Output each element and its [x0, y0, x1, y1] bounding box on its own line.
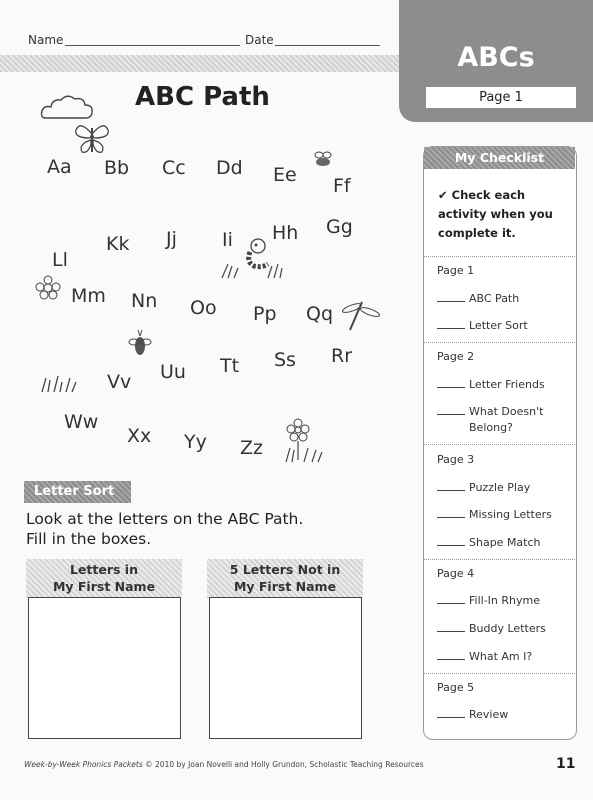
path-letter: Ff [333, 175, 351, 197]
checklist-divider [424, 342, 575, 343]
checklist-item[interactable]: What Doesn't Belong? [437, 404, 573, 436]
unit-page-label: Page 1 [426, 87, 576, 108]
cloud-icon [40, 90, 96, 124]
checklist-item[interactable]: Letter Friends [437, 377, 571, 393]
path-letter: Cc [162, 157, 186, 179]
dragonfly-icon [340, 298, 380, 332]
path-letter: Aa [47, 156, 72, 178]
path-letter: Tt [220, 355, 240, 377]
checklist-page-heading: Page 3 [437, 453, 475, 466]
checklist-divider [424, 444, 575, 445]
flower-grass-icon [282, 416, 326, 464]
checklist-page-heading: Page 1 [437, 264, 475, 277]
path-letter: Zz [240, 437, 263, 459]
path-letter: Ee [273, 164, 297, 186]
path-letter: Dd [216, 157, 243, 179]
path-letter: Jj [166, 228, 177, 250]
path-letter: Nn [131, 290, 158, 312]
checklist-page-heading: Page 2 [437, 350, 475, 363]
path-letter: Rr [331, 345, 353, 367]
checklist-item[interactable]: Fill-In Rhyme [437, 593, 571, 609]
path-letter: Ww [64, 411, 99, 433]
name-label: Name [28, 33, 64, 47]
checklist-divider [424, 256, 575, 257]
activity-title: ABC Path [135, 82, 270, 112]
firefly-icon [126, 326, 154, 362]
path-letter: Mm [71, 285, 106, 307]
path-letter: Qq [306, 303, 334, 325]
path-letter: Yy [184, 431, 207, 453]
header-pattern-band [0, 55, 400, 72]
name-line[interactable] [65, 45, 240, 46]
path-letter: Oo [190, 297, 217, 319]
grass-icon [40, 374, 80, 394]
path-letter: Ii [222, 229, 233, 251]
path-letter: Uu [160, 361, 186, 383]
checklist-item[interactable]: Shape Match [437, 535, 571, 551]
letters-in-name-box[interactable] [28, 597, 181, 739]
box-2-header-line-2: My First Name [233, 579, 337, 594]
path-letter: Bb [104, 157, 130, 179]
path-letter: Kk [106, 233, 130, 255]
box-1-header-line-1: Letters in [69, 562, 138, 577]
page-number: 11 [556, 756, 576, 772]
footer-credit: Week-by-Week Phonics Packets © 2010 by Joan Novelli and Holly Grundon, Scholastic Teaching Resources [24, 760, 424, 769]
letter-sort-banner [24, 481, 131, 503]
checklist-instruction: ✔ Check each activity when you complete it. [438, 188, 553, 240]
checklist-item[interactable]: Puzzle Play [437, 480, 571, 496]
date-label: Date [245, 33, 274, 47]
checklist-item[interactable]: What Am I? [437, 649, 571, 665]
path-letter: Ss [274, 349, 296, 371]
checklist-divider [424, 559, 575, 560]
checklist-divider [424, 673, 575, 674]
path-letter: Xx [127, 425, 152, 447]
date-line[interactable] [275, 45, 380, 46]
letters-not-in-name-box[interactable] [209, 597, 362, 739]
checklist-title: My Checklist [454, 150, 545, 165]
path-letter: Hh [272, 222, 299, 244]
path-letter: Vv [107, 371, 132, 393]
checklist-page-heading: Page 5 [437, 681, 475, 694]
path-letter: Gg [326, 216, 353, 238]
checklist-item[interactable]: Letter Sort [437, 318, 571, 334]
checklist-item[interactable]: Review [437, 707, 571, 723]
checklist-page-heading: Page 4 [437, 567, 475, 580]
unit-title: ABCs [457, 42, 535, 73]
letter-sort-instruction-2: Fill in the boxes. [26, 530, 152, 548]
letter-sort-title: Letter Sort [34, 484, 115, 499]
checklist-item[interactable]: Buddy Letters [437, 621, 571, 637]
checklist-header [424, 147, 575, 169]
box-2-header [207, 559, 363, 598]
checklist-item[interactable]: Missing Letters [437, 507, 571, 523]
path-letter: Ll [52, 249, 68, 271]
butterfly-icon [72, 120, 112, 158]
checklist-item[interactable]: ABC Path [437, 291, 571, 307]
path-letter: Pp [253, 303, 277, 325]
flower-icon [32, 274, 66, 308]
box-1-header [26, 559, 182, 598]
box-2-header-line-1: 5 Letters Not in [229, 562, 341, 577]
box-1-header-line-2: My First Name [52, 579, 156, 594]
bee-icon [310, 148, 336, 170]
letter-sort-instruction-1: Look at the letters on the ABC Path. [26, 510, 304, 528]
